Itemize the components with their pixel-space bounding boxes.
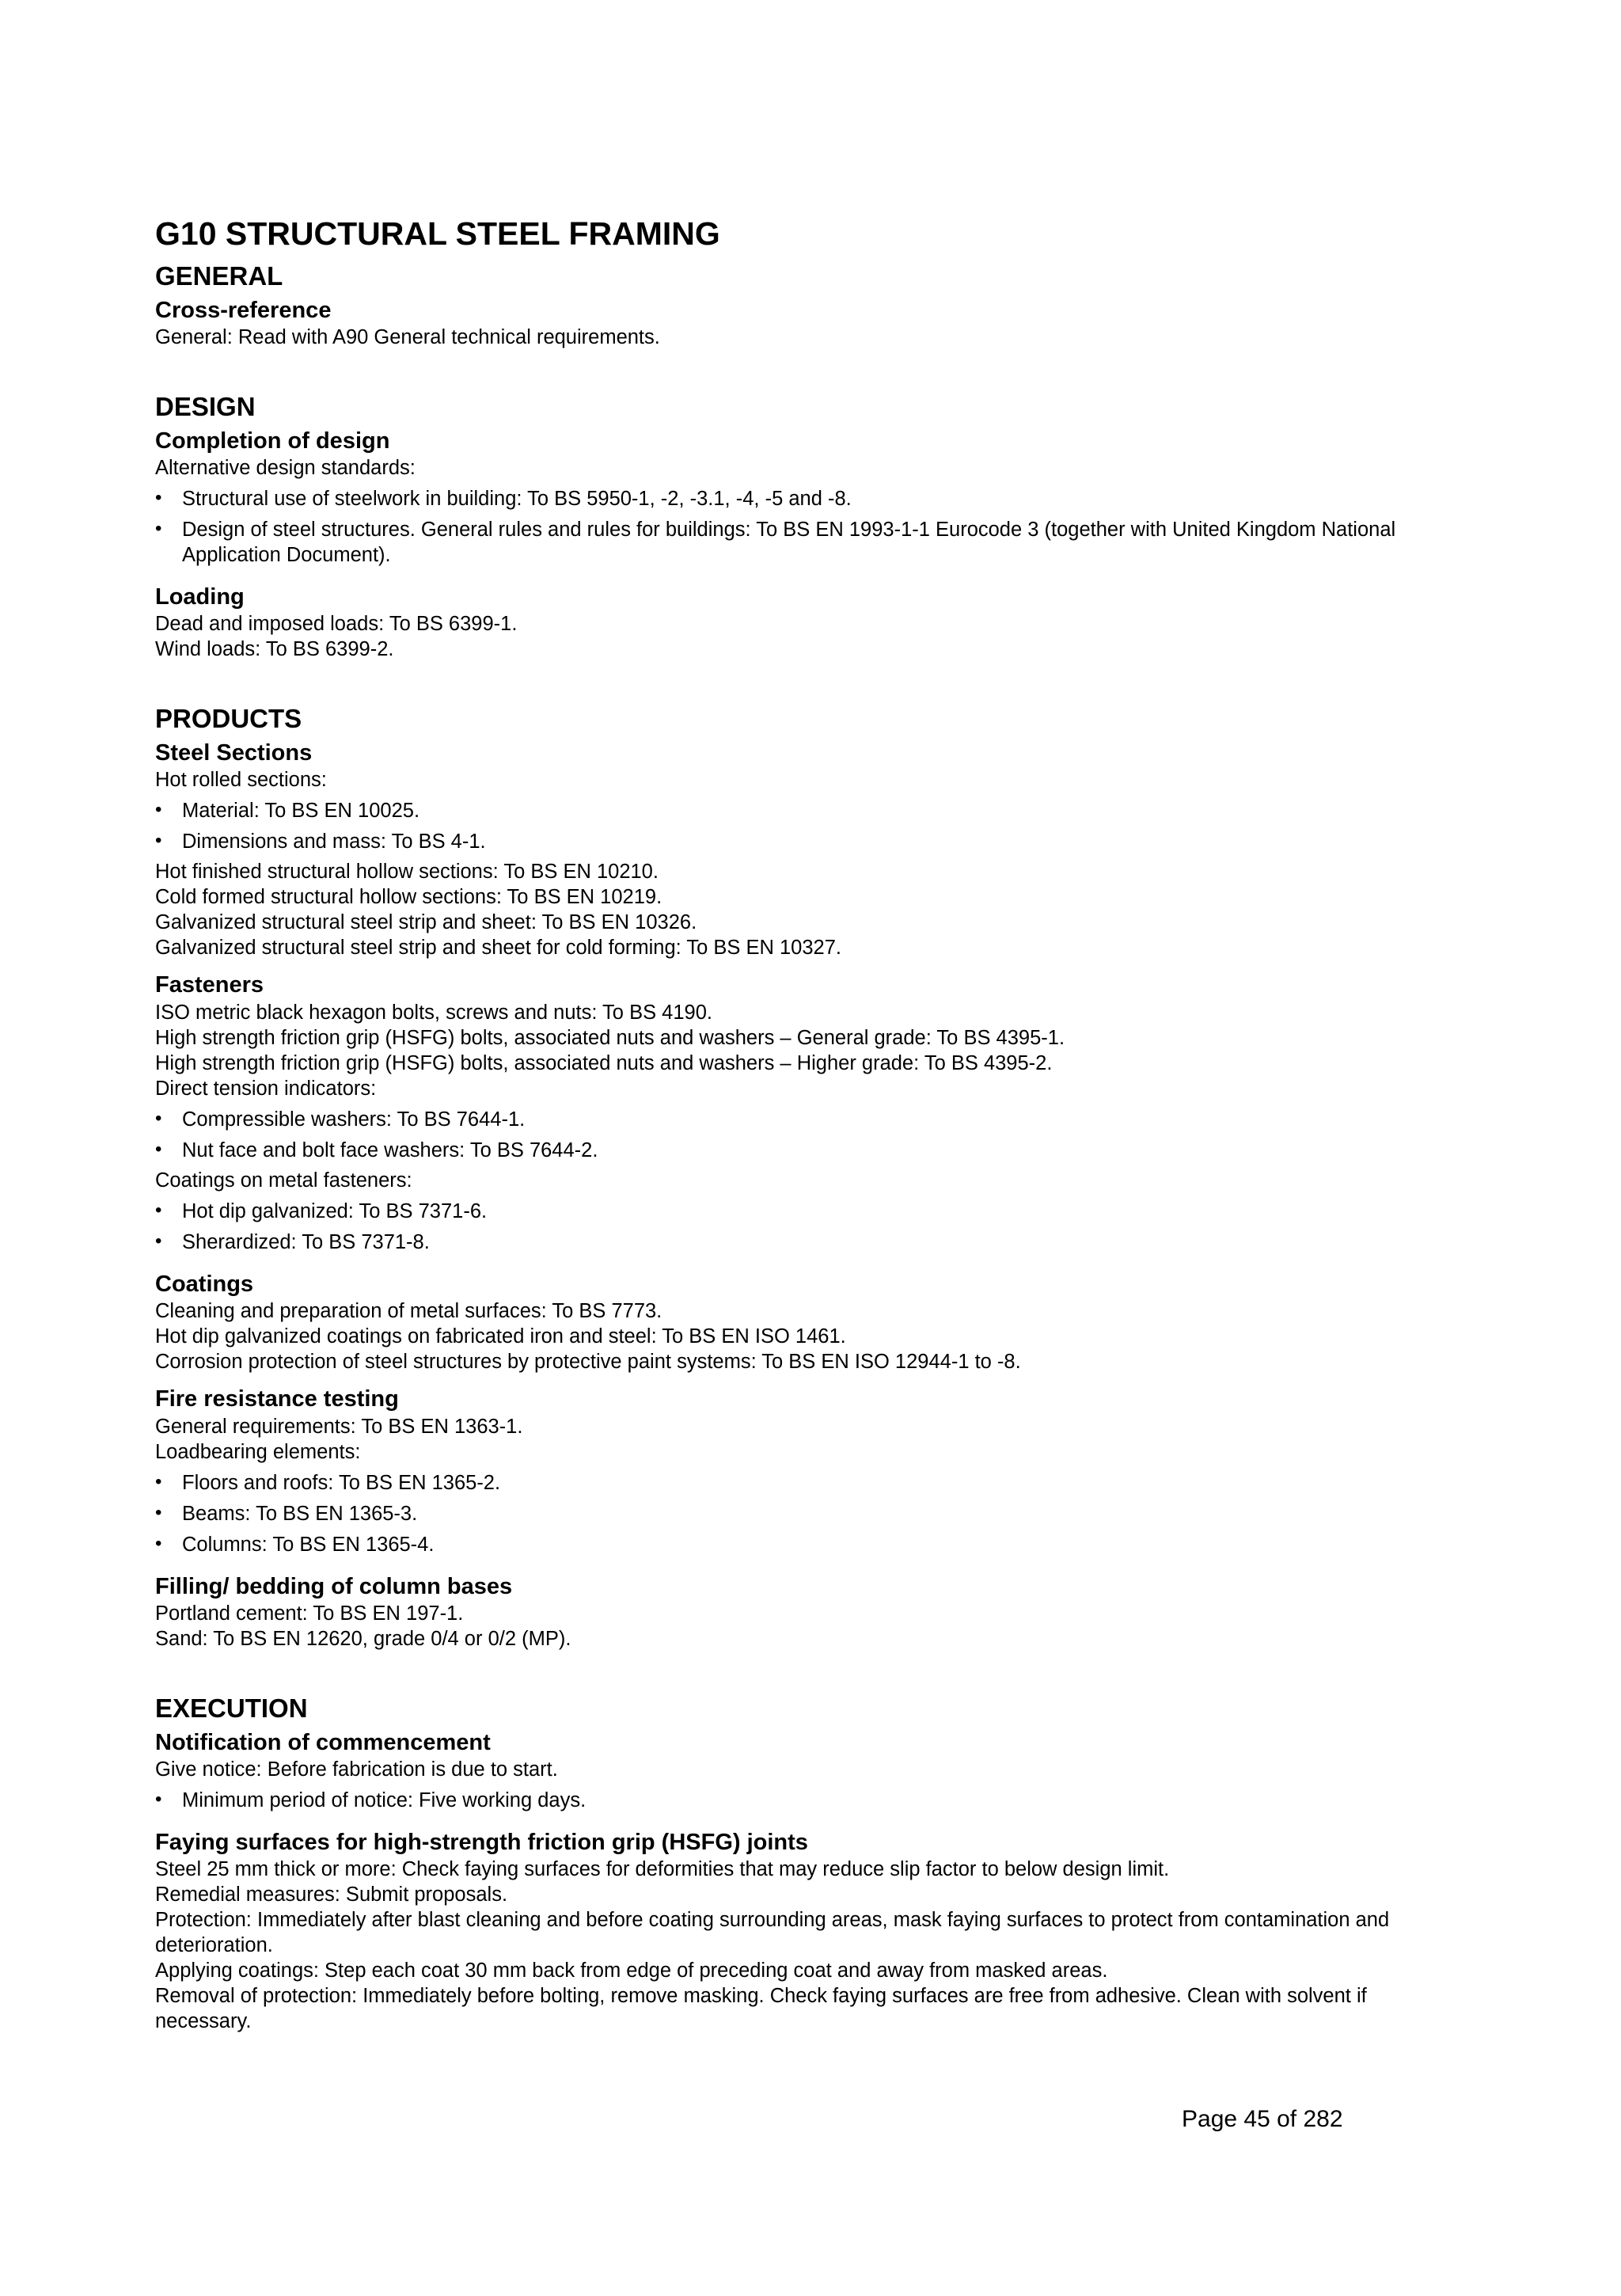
bullet-icon: • [155, 799, 162, 821]
section-spacer [155, 1652, 1453, 1693]
bullet-text: Compressible washers: To BS 7644-1. [182, 1108, 526, 1131]
bullet-text: Dimensions and mass: To BS 4-1. [182, 831, 486, 853]
clause-heading: Notification of commencement [155, 1729, 491, 1755]
document-body [155, 260, 1453, 2034]
clause [155, 1386, 1453, 1557]
clause-spacer [155, 1818, 1453, 1829]
clause-spacer [155, 1562, 1453, 1573]
body-line: Loadbearing elements: [155, 1440, 361, 1463]
bullet-text: Structural use of steelwork in building: To BS 5950-1, -2, -3.1, -4, -5 and -8. [182, 488, 852, 511]
body-line: Hot rolled sections: [155, 769, 327, 792]
body-line: Galvanized structural steel strip and sheet: To BS EN 10326. [155, 911, 697, 934]
bullet-text: Material: To BS EN 10025. [182, 800, 420, 823]
document-title: G10 STRUCTURAL STEEL FRAMING [155, 215, 720, 252]
clause-spacer [155, 1374, 1453, 1386]
section-design [155, 391, 1453, 662]
clause-heading: Filling/ bedding of column bases [155, 1573, 513, 1599]
clause-spacer [155, 960, 1453, 971]
clause-spacer [155, 572, 1453, 584]
bullet-item [155, 1500, 1453, 1526]
bullet-item [155, 1198, 1453, 1224]
body-line: Galvanized structural steel strip and sheet for cold forming: To BS EN 10327. [155, 937, 841, 960]
clause [155, 1829, 1453, 2034]
bullet-icon: • [155, 1199, 162, 1221]
section-heading: PRODUCTS [155, 704, 302, 734]
body-line: General requirements: To BS EN 1363-1. [155, 1415, 523, 1438]
clause [155, 1271, 1453, 1374]
page-number: Page 45 of 282 [1182, 2106, 1343, 2132]
bullet-text: Sherardized: To BS 7371-8. [182, 1230, 430, 1253]
clause [155, 1729, 1453, 1813]
bullet-text: Design of steel structures. General rules and rules for buildings: To BS EN 1993-1-1 Eurocode 3 (together with United Kingdom National Application Document). [182, 519, 1396, 567]
body-line: Portland cement: To BS EN 197-1. [155, 1602, 464, 1625]
body-line: Steel 25 mm thick or more: Check faying surfaces for deformities that may reduce slip factor to below design limit. [155, 1858, 1170, 1881]
body-line: Dead and imposed loads: To BS 6399-1. [155, 613, 518, 636]
clause [155, 739, 1453, 960]
bullet-item [155, 797, 1453, 823]
body-line: High strength friction grip (HSFG) bolts, associated nuts and washers – Higher grade: To BS 4395-2. [155, 1051, 1053, 1074]
body-line: High strength friction grip (HSFG) bolts, associated nuts and washers – General grade: To BS 4395-1. [155, 1026, 1065, 1049]
clause-heading: Faying surfaces for high-strength friction grip (HSFG) joints [155, 1829, 808, 1855]
body-line: Remedial measures: Submit proposals. [155, 1884, 508, 1906]
section-heading: DESIGN [155, 392, 256, 422]
clause-heading: Cross-reference [155, 297, 332, 323]
clause-heading: Loading [155, 584, 245, 610]
body-line: Protection: Immediately after blast cleaning and before coating surrounding areas, mask faying surfaces to protect from contamination and deterioration. [155, 1909, 1390, 1957]
bullet-icon: • [155, 518, 162, 540]
section-products [155, 703, 1453, 1651]
bullet-icon: • [155, 1107, 162, 1129]
section-execution [155, 1693, 1453, 2034]
bullet-text: Nut face and bolt face washers: To BS 7644-2. [182, 1138, 598, 1161]
clause-heading: Completion of design [155, 428, 390, 454]
section-heading: EXECUTION [155, 1693, 308, 1723]
body-line: Applying coatings: Step each coat 30 mm back from edge of preceding coat and away from masked areas. [155, 1960, 1108, 1982]
bullet-item [155, 485, 1453, 511]
bullet-item [155, 1531, 1453, 1557]
section-general [155, 260, 1453, 350]
body-line: Cold formed structural hollow sections: To BS EN 10219. [155, 886, 662, 909]
clause [155, 297, 1453, 350]
bullet-item [155, 1229, 1453, 1255]
bullet-icon: • [155, 487, 162, 509]
document-page [155, 215, 1453, 2034]
section-spacer [155, 662, 1453, 703]
body-line: Alternative design standards: [155, 457, 416, 480]
bullet-text: Hot dip galvanized: To BS 7371-6. [182, 1199, 488, 1222]
body-line: Hot finished structural hollow sections: To BS EN 10210. [155, 861, 659, 884]
clause-heading: Fasteners [155, 972, 264, 998]
bullet-item [155, 828, 1453, 854]
body-line: Give notice: Before fabrication is due to start. [155, 1758, 558, 1781]
bullet-text: Beams: To BS EN 1365-3. [182, 1502, 418, 1525]
clause-heading: Fire resistance testing [155, 1386, 399, 1412]
bullet-item [155, 1787, 1453, 1813]
body-line: Coatings on metal fasteners: [155, 1169, 412, 1192]
body-line: Hot dip galvanized coatings on fabricated iron and steel: To BS EN ISO 1461. [155, 1325, 846, 1348]
clause [155, 584, 1453, 662]
bullet-icon: • [155, 1532, 162, 1554]
clause [155, 428, 1453, 568]
body-line: Corrosion protection of steel structures by protective paint systems: To BS EN ISO 12944-1 to -8. [155, 1351, 1021, 1374]
bullet-item [155, 516, 1453, 568]
clause-heading: Coatings [155, 1271, 254, 1297]
bullet-item [155, 1469, 1453, 1496]
clause [155, 971, 1453, 1254]
section-spacer [155, 350, 1453, 391]
bullet-icon: • [155, 1501, 162, 1523]
body-line: General: Read with A90 General technical requirements. [155, 326, 660, 349]
bullet-icon: • [155, 830, 162, 852]
clause [155, 1573, 1453, 1652]
bullet-icon: • [155, 1470, 162, 1492]
body-line: Direct tension indicators: [155, 1077, 377, 1100]
section-heading: GENERAL [155, 261, 283, 291]
clause-heading: Steel Sections [155, 740, 313, 766]
bullet-text: Floors and roofs: To BS EN 1365-2. [182, 1471, 501, 1494]
bullet-icon: • [155, 1138, 162, 1160]
body-line: Cleaning and preparation of metal surfaces: To BS 7773. [155, 1300, 662, 1323]
bullet-item [155, 1137, 1453, 1163]
bullet-icon: • [155, 1788, 162, 1810]
bullet-text: Minimum period of notice: Five working days. [182, 1789, 587, 1811]
bullet-item [155, 1106, 1453, 1132]
bullet-icon: • [155, 1230, 162, 1252]
clause-spacer [155, 1260, 1453, 1271]
body-line: ISO metric black hexagon bolts, screws and nuts: To BS 4190. [155, 1001, 712, 1024]
body-line: Sand: To BS EN 12620, grade 0/4 or 0/2 (MP). [155, 1627, 571, 1650]
body-line: Wind loads: To BS 6399-2. [155, 638, 394, 661]
body-line: Removal of protection: Immediately before bolting, remove masking. Check faying surfaces are free from adhesive. Clean with solvent if necessary. [155, 1985, 1367, 2033]
bullet-text: Columns: To BS EN 1365-4. [182, 1533, 435, 1556]
